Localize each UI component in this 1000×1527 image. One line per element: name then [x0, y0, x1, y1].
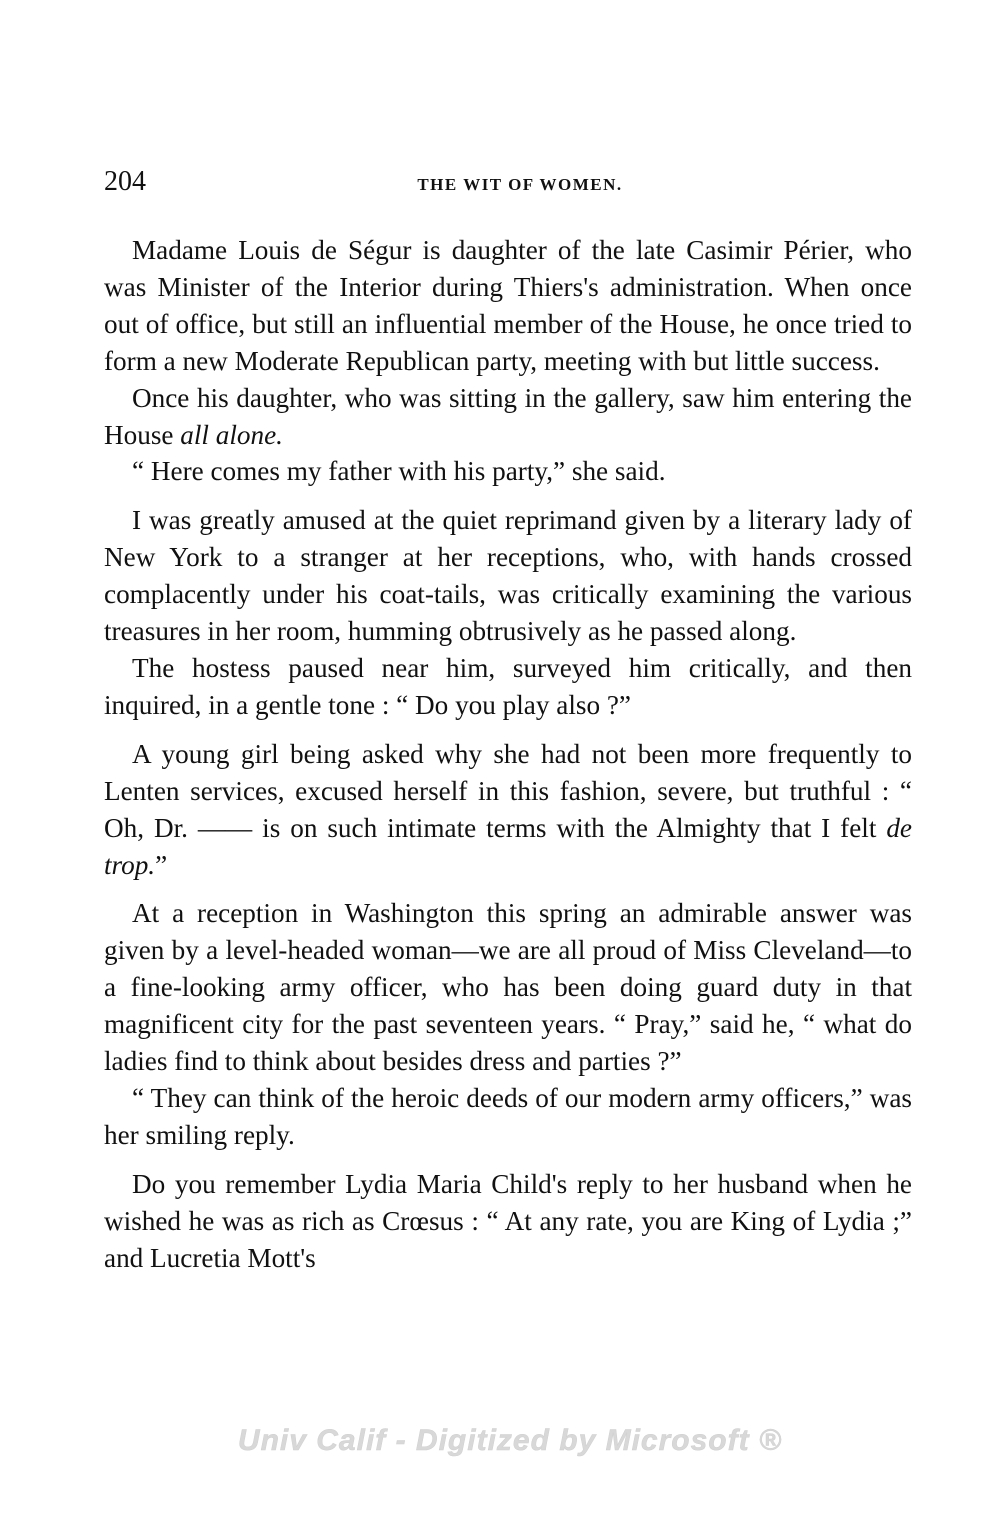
paragraph-hostess: The hostess paused near him, surveyed him critically, and then inquired, in a gentle tone : “ Do you play also ?” — [104, 652, 912, 720]
paragraph-reprimand: I was greatly amused at the quiet reprimand given by a literary lady of New York to a stranger at her receptions, who, with hands crossed complacently under his coat-tails, was critically examining the various treasures in her room, humming obtrusively as he passed along. — [104, 505, 912, 647]
digitization-watermark: Univ Calif - Digitized by Microsoft ® — [237, 1424, 783, 1457]
running-title: THE WIT OF WOMEN. — [417, 175, 623, 194]
paragraph-gallery-italic: all alone. — [180, 419, 283, 450]
running-head — [104, 166, 912, 206]
paragraph-segur: Madame Louis de Ségur is daughter of the late Casimir Périer, who was Minister of the Interior during Thiers's administration. When once out of office, but still an influential member of the House, he once tried to form a new Moderate Republican party, meeting with but little success. — [104, 235, 912, 376]
paragraph-lenten-text: A young girl being asked why she had not been more frequently to Lenten services, excused herself in this fashion, severe, but truthful : “ Oh, Dr. —— is on such intimate terms with the Almighty that I felt — [104, 738, 912, 843]
paragraph-lenten — [104, 736, 912, 884]
paragraph-father-quote: “ Here comes my father with his party,” she said. — [132, 456, 666, 487]
paragraph-lenten-italic: de trop. — [104, 812, 912, 880]
paragraph-lenten-close: ” — [155, 849, 168, 880]
page-number: 204 — [104, 166, 146, 197]
paragraph-gallery-text: Once his daughter, who was sitting in the gallery, saw him entering the House — [104, 382, 912, 450]
body-text — [104, 232, 912, 1276]
paragraph-reply: “ They can think of the heroic deeds of our modern army officers,” was her smiling reply. — [104, 1082, 912, 1150]
paragraph-gallery — [104, 380, 912, 454]
paragraph-lydia: Do you remember Lydia Maria Child's reply to her husband when he wished he was as rich as Crœsus : “ At any rate, you are King of Lydia ;” and Lucretia Mott's — [104, 1168, 912, 1273]
paragraph-washington: At a reception in Washington this spring an admirable answer was given by a level-headed woman—we are all proud of Miss Cleveland—to a fine-looking army officer, who has been doing guard duty in that magnificent city for the past seventeen years. “ Pray,” said he, “ what do ladies find to think about besides dress and parties ?” — [104, 898, 912, 1077]
